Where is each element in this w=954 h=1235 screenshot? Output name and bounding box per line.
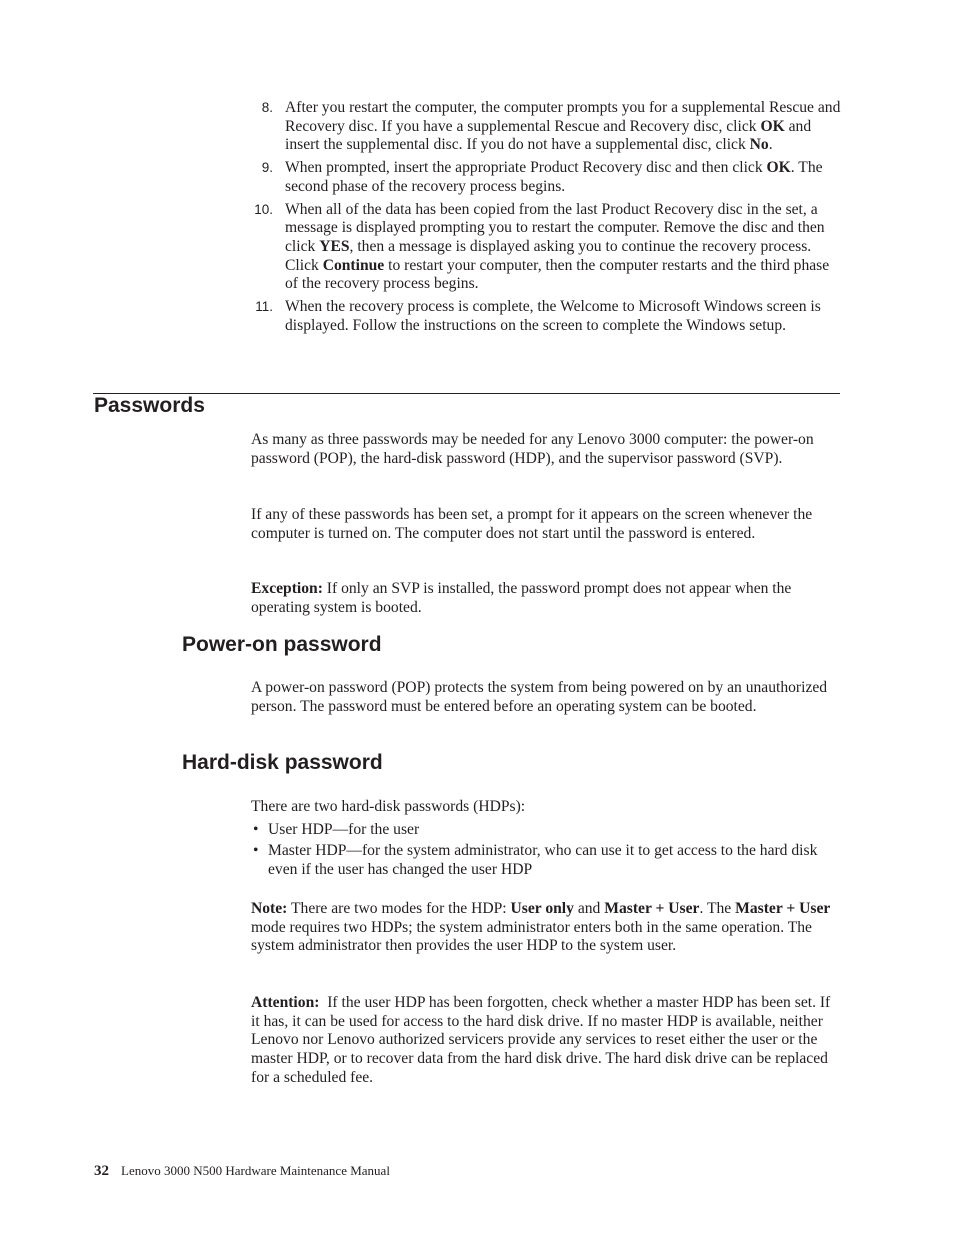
manual-title: Lenovo 3000 N500 Hardware Maintenance Manual — [121, 1163, 390, 1178]
attention-paragraph: Attention: If the user HDP has been forgotten, check whether a master HDP has been set. If it has, it can be used for access to the hard disk drive. If no master HDP is available, neither Lenovo nor Lenovo authorized servicers provide any services to reset either the user or the master HDP, or to recover data from the hard disk drive. The hard disk drive can be replaced for a scheduled fee. — [251, 994, 835, 1086]
power-on-paragraph: A power-on password (POP) protects the system from being powered on by an unauthorized person. The password must be entered before an operating system can be booted. — [251, 679, 828, 715]
recovery-steps-list — [251, 99, 843, 339]
hard-disk-section — [251, 798, 841, 883]
note-paragraph: Note: There are two modes for the HDP: User only and Master + User. The Master + User mode requires two HDPs; the system administrator enters both in the same operation. The system administrator then provides the user HDP to the system user. — [251, 900, 831, 955]
list-item: • Master HDP—for the system administrator, who can use it to get access to the hard disk even if the user has changed the user HDP — [251, 842, 841, 879]
step-text: After you restart the computer, the computer prompts you for a supplemental Rescue and Recovery disc. If you have a supplemental Rescue and Recovery disc, click OK and insert the supplemental disc. If you do not have a supplemental disc, click No. — [285, 99, 841, 154]
hard-disk-password-heading: Hard-disk password — [182, 751, 383, 774]
step-number: 8. — [261, 100, 273, 115]
list-item: • User HDP—for the user — [251, 821, 841, 840]
section-divider — [93, 393, 840, 394]
step-number: 11. — [255, 299, 273, 315]
note-label: Note: — [251, 900, 288, 917]
passwords-heading: Passwords — [94, 394, 205, 417]
step-text: When all of the data has been copied from the last Product Recovery disc in the set, a message is displayed prompting you to restart the computer. Remove the disc and then click YES, then a message is displayed asking you to continue the recovery process. Click Continue to restart your computer, then the computer restarts and the third phase of the recovery process begins. — [285, 200, 830, 293]
passwords-intro-paragraph: As many as three passwords may be needed for any Lenovo 3000 computer: the power-on password (POP), the hard-disk password (HDP), and the supervisor password (SVP). — [251, 431, 814, 467]
power-on-password-heading: Power-on password — [182, 633, 382, 656]
step-number: 10. — [254, 201, 273, 217]
exception-label: Exception: — [251, 580, 323, 597]
hdp-bullet-list — [251, 821, 841, 880]
page-number: 32 — [94, 1163, 109, 1179]
hdp-intro: There are two hard-disk passwords (HDPs): — [251, 798, 526, 815]
step-text: When the recovery process is complete, the Welcome to Microsoft Windows screen is displayed. Follow the instructions on the screen to complete the Windows setup. — [285, 298, 821, 334]
step-9 — [251, 159, 843, 196]
step-number: 9. — [261, 160, 273, 176]
step-8 — [251, 99, 843, 155]
passwords-prompt-paragraph: If any of these passwords has been set, a prompt for it appears on the screen whenever the computer is turned on. The computer does not start until the password is entered. — [251, 506, 813, 542]
step-10 — [251, 201, 843, 295]
step-text: When prompted, insert the appropriate Product Recovery disc and then click OK. The second phase of the recovery process begins. — [285, 159, 823, 195]
page-footer — [94, 1162, 390, 1181]
exception-paragraph: Exception: If only an SVP is installed, the password prompt does not appear when the operating system is booted. — [251, 580, 792, 616]
step-11 — [251, 298, 843, 335]
attention-label: Attention: — [251, 994, 320, 1011]
